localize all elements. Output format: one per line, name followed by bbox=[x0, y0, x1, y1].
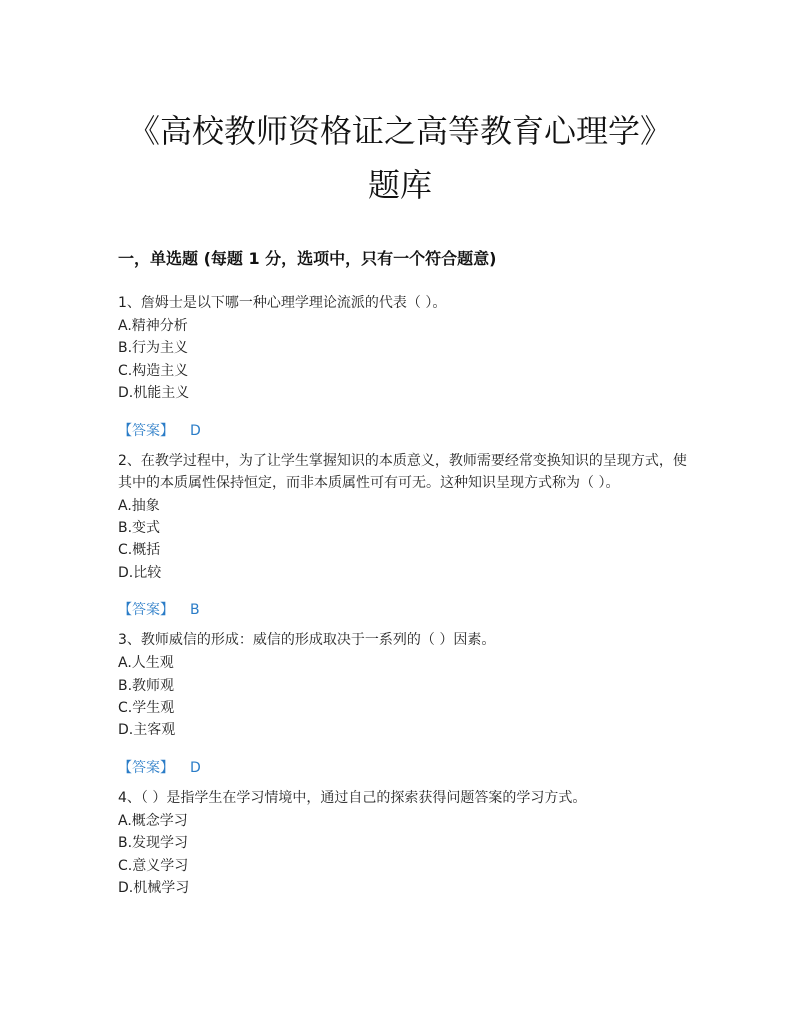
option-d: D.比较 bbox=[118, 564, 162, 581]
option-a: A.精神分析 bbox=[118, 318, 188, 334]
section-heading: 一，单选题 (每题 1 分，选项中，只有一个符合题意) bbox=[118, 249, 497, 268]
answer-value: D bbox=[190, 422, 201, 439]
option-d: D.机能主义 bbox=[118, 385, 190, 402]
option-a: A.概念学习 bbox=[118, 812, 188, 829]
question-1 bbox=[118, 292, 688, 442]
answer-value: D bbox=[190, 759, 201, 776]
answer-line bbox=[118, 757, 688, 779]
answer-value: B bbox=[190, 602, 200, 619]
question-stem: 2、在教学过程中，为了让学生掌握知识的本质意义，教师需要经常变换知识的呈现方式，使其中的本质属性保持恒定，而非本质属性可有可无。这种知识呈现方式称为（ ）。 bbox=[118, 452, 687, 491]
option-c: C.意义学习 bbox=[118, 857, 189, 874]
answer-label: 【答案】 bbox=[118, 422, 174, 439]
question-stem: 3、教师威信的形成：威信的形成取决于一系列的（ ）因素。 bbox=[118, 632, 496, 649]
option-c: C.概括 bbox=[118, 542, 161, 559]
option-c: C.学生观 bbox=[118, 700, 175, 717]
option-d: D.主客观 bbox=[118, 722, 176, 739]
answer-line bbox=[118, 599, 688, 621]
document-title: 《高校教师资格证之高等教育心理学》题库 bbox=[127, 112, 672, 204]
question-stem: 1、詹姆士是以下哪一种心理学理论流派的代表（ ）。 bbox=[118, 295, 447, 311]
question-list bbox=[118, 292, 688, 908]
option-a: A.人生观 bbox=[118, 655, 174, 672]
answer-line bbox=[118, 420, 688, 442]
option-a: A.抽象 bbox=[118, 497, 160, 514]
option-c: C.构造主义 bbox=[118, 362, 189, 379]
question-2 bbox=[118, 450, 688, 622]
option-d: D.机械学习 bbox=[118, 880, 190, 897]
question-stem: 4、（ ）是指学生在学习情境中，通过自己的探索获得问题答案的学习方式。 bbox=[118, 789, 587, 806]
answer-label: 【答案】 bbox=[118, 759, 174, 776]
option-b: B.行为主义 bbox=[118, 340, 189, 357]
answer-label: 【答案】 bbox=[118, 602, 174, 619]
option-b: B.教师观 bbox=[118, 677, 175, 694]
option-b: B.发现学习 bbox=[118, 835, 189, 852]
option-b: B.变式 bbox=[118, 520, 161, 537]
question-3 bbox=[118, 629, 688, 779]
question-4 bbox=[118, 787, 688, 900]
